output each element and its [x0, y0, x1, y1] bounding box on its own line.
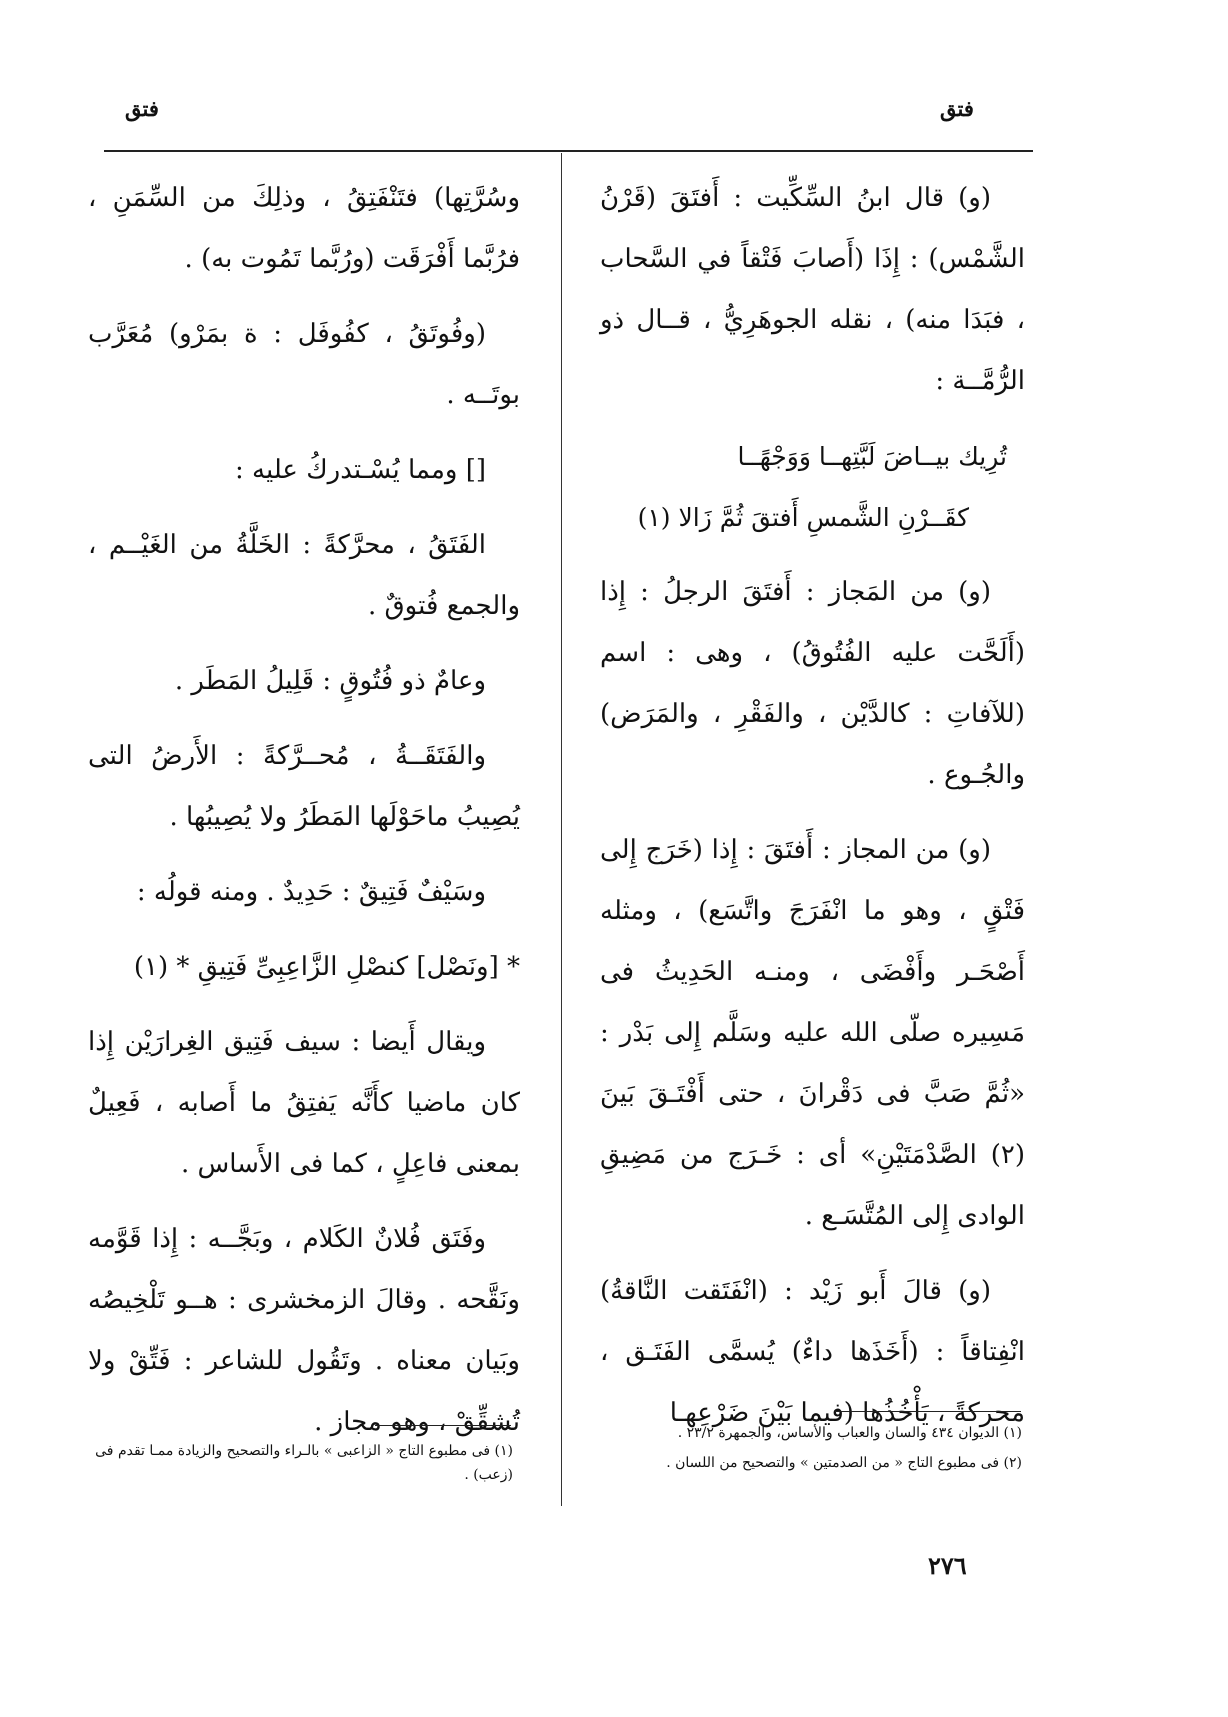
paragraph: وسُرَّتِها) فتَنْفَتِقُ ، وذلِكَ من السِّمَنِ ، فرُبَّما أَفْرَقَت (ورُبَّما تَمُوت به) . [88, 183, 520, 274]
verse [600, 426, 1025, 548]
footnote-rule-left [375, 1425, 511, 1426]
footnote: (١) فى مطبوع التاج « الزاعبى » بالـراء والتصحيح والزيادة ممـا تقدم فى (زعب) . [95, 1443, 513, 1483]
right-column [600, 168, 1025, 1458]
paragraph: والفَتَقَــةُ ، مُحــرَّكةً : الأَرضُ التى يُصِيبُ ماحَوْلَها المَطَرُ ولا يُصِيبُها . [88, 741, 520, 832]
running-head-left: فتق [125, 96, 159, 121]
paragraph: (و) قالَ أَبو زَيْد : (انْفَتَقت النَّاقةُ) انْفِتاقاً : (أَخَذَها داءٌ) يُسمَّى الفَتَـق ، محركةً ، يَأْخُذُها (فيما بَيْنَ ضَرْعِهـا [600, 1276, 1025, 1428]
footnote: (١) الديوان ٤٣٤ والسان والعباب والأساس، والجمهرة ٢٣/٢ . [677, 1425, 1022, 1441]
paragraph: [] ومما يُسْـتدركُ عليه : [235, 455, 486, 485]
paragraph: الفَتَقُ ، محرَّكةً : الخَلَّةُ من الغَيْــم ، والجمع فُتوقٌ . [88, 530, 520, 621]
verse-line: * [ونَصْل] كنصْلِ الزَّاعِبِىِّ فَتِيقِ * (١) [133, 952, 520, 982]
paragraph: (و) قال ابنُ السِّكِّيت : أَفتَقَ (قَرْنُ الشَّمْس) : إِذَا (أَصابَ فَتْقاً في السَّحاب ، فبَدَا منه) ، نقله الجوهَرِيُّ ، قــال ذو الرُّمَّــة : [600, 183, 1025, 396]
paragraph: (و) من المَجاز : أَفتَقَ الرجلُ : إِذا (أَلَحَّت عليه الفُتُوقُ) ، وهى : اسم (للآفاتِ : كالدَّيْن ، والفَقْرِ ، والمَرَض) والجُـوع . [600, 577, 1025, 790]
verse-hemistich: كقَــرْنِ الشَّمسِ أَفتقَ ثُمَّ زَالا (١) [637, 503, 969, 532]
paragraph: (وفُوتَقُ ، كفُوفَل : ة بمَرْو) مُعَرَّب بوتَــه . [88, 319, 520, 410]
footnote-rule-right [835, 1411, 1021, 1412]
left-column [88, 168, 520, 1467]
paragraph: (و) من المجاز : أَفتَقَ : إِذا (خَرَج إِلى فَتْقٍ ، وهو ما انْفَرَجَ واتَّسَع) ، ومثله أَصْحَـر وأَفْضَى ، ومنـه الحَدِيثُ فى مَسِيره صلّى الله عليه وسَلَّم إِلى بَدْر : «ثُمَّ صَبَّ فى دَقْرانَ ، حتى أَفْتَـقَ بَينَ (٢) الصَّدْمَتَيْنِ» أى : خَـرَج من مَضِيقِ الوادى إِلى المُتَّسَـع . [600, 835, 1025, 1231]
running-head-right: فتق [940, 96, 974, 121]
verse-hemistich: تُرِيك بيــاضَ لَبَّتِهــا وَوَجْهًــا [737, 442, 1007, 471]
paragraph: وفَتَق فُلانٌ الكَلام ، وبَجَّــه : إِذا قَوَّمه ونَقَّحه . وقالَ الزمخشرى : هــو تَلْخِيصُه وبَيان معناه . وتَقُول للشاعر : فَتِّقْ ولا تُشقِّقْ ، وهو مجاز . [88, 1224, 520, 1437]
paragraph: وسَيْفٌ فَتِيقٌ : حَدِيدٌ . ومنه قولُه : [136, 877, 486, 907]
column-divider [561, 153, 562, 1506]
header-rule [104, 150, 1033, 152]
footnotes-left [88, 1439, 513, 1493]
footnotes-right [592, 1421, 1022, 1481]
page-number: ٢٧٦ [928, 1551, 967, 1580]
footnote: (٢) فى مطبوع التاج « من الصدمتين » والتصحيح من اللسان . [666, 1455, 1022, 1471]
paragraph: ويقال أَيضا : سيف فَتِيق الغِرارَيْن إِذا كان ماضيا كأَنَّه يَفتِقُ ما أَصابه ، فَعِيلٌ بمعنى فاعِلٍ ، كما فى الأَساس . [88, 1027, 520, 1179]
paragraph: وعامٌ ذو فُتُوقٍ : قَلِيلُ المَطَر . [174, 666, 486, 696]
